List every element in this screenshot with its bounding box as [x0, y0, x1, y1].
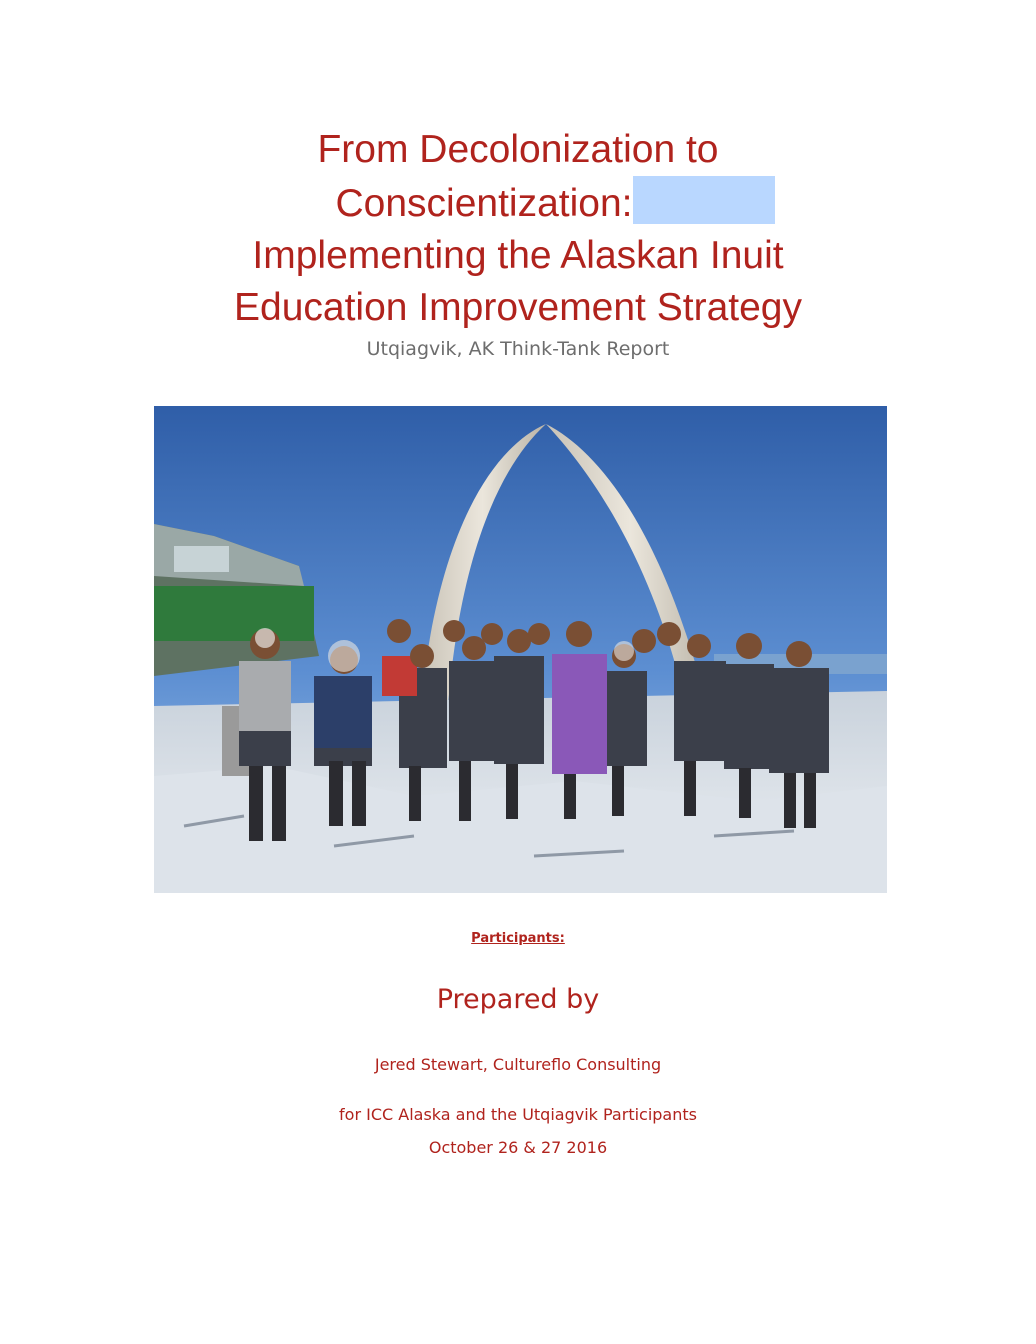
group-photo-illustration [154, 406, 887, 893]
author-line: Jered Stewart, Cultureflo Consulting [374, 1055, 662, 1074]
title-line-1: From Decolonization to [317, 128, 719, 171]
text-selection-highlight [633, 176, 775, 224]
title-line-2 [0, 176, 1036, 230]
title-line-4: Education Improvement Strategy [234, 286, 802, 329]
title-line-3: Implementing the Alaskan Inuit [252, 234, 784, 277]
report-subtitle: Utqiagvik, AK Think-Tank Report [366, 338, 670, 360]
prepared-for-line: for ICC Alaska and the Utqiagvik Participants [339, 1105, 697, 1124]
prepared-by-heading: Prepared by [436, 984, 600, 1015]
participants-label: Participants: [471, 931, 565, 946]
report-date: October 26 & 27 2016 [428, 1138, 608, 1157]
title-line-2-text: Conscientization: [335, 182, 633, 225]
report-title [0, 124, 1036, 334]
group-photo [154, 406, 887, 893]
